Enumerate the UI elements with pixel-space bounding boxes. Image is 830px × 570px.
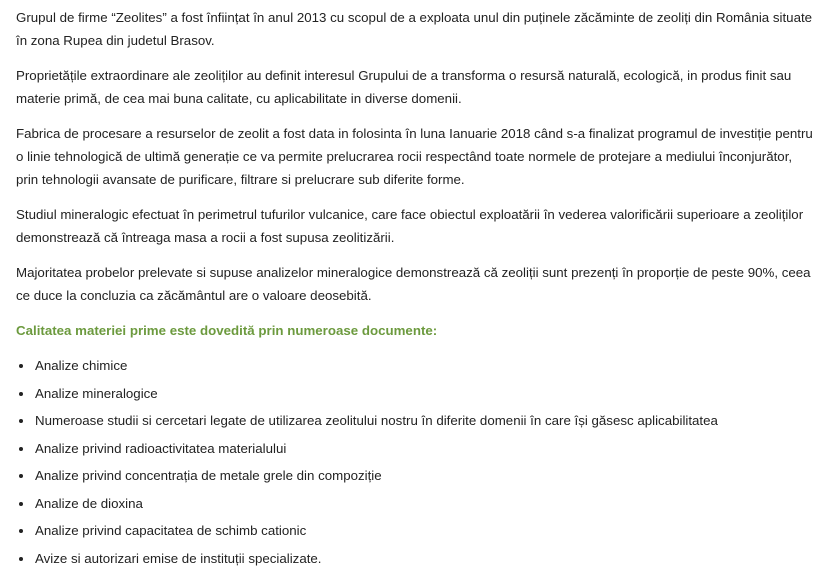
list-item: • Analize privind concentrația de metale grele din compoziție bbox=[34, 464, 814, 487]
factory-paragraph: Fabrica de procesare a resurselor de zeolit a fost data in folosinta în luna Ianuarie 2018 când s-a finalizat programul de investiție pentru o linie tehnologică de ultimă generație ce va permite prelucrarea rocii respectând toate normele de protejare a mediului înconjurător, prin tehnologii avansate de purificare, filtrare si prelucrare sub diferite forme. bbox=[16, 126, 813, 187]
list-item: • Analize mineralogice bbox=[34, 382, 814, 405]
intro-paragraph: Grupul de firme “Zeolites” a fost înființat în anul 2013 cu scopul de a exploata unul din puținele zăcăminte de zeoliți din România situate în zona Rupea din judetul Brasov. bbox=[16, 10, 813, 48]
list-item: • Numeroase studii si cercetari legate de utilizarea zeolitului nostru în diferite domenii în care își găsesc aplicabilitatea bbox=[34, 409, 814, 432]
samples-paragraph: Majoritatea probelor prelevate si supuse analizelor mineralogice demonstrează că zeoliții sunt prezenți în proporție de peste 90%, ceea ce duce la concluzia ca zăcământul are o valoare deosebită. bbox=[16, 265, 811, 303]
list-item: • Analize de dioxina bbox=[34, 492, 814, 515]
properties-paragraph: Proprietățile extraordinare ale zeoliților au definit interesul Grupului de a transforma o resursă naturală, ecologică, in produs finit sau materie primă, de cea mai buna calitate, cu aplicabilitate in diverse domenii. bbox=[16, 68, 792, 106]
list-item: • Analize privind capacitatea de schimb cationic bbox=[34, 519, 814, 542]
list-item: • Analize chimice bbox=[34, 354, 814, 377]
mineralogic-study-paragraph: Studiul mineralogic efectuat în perimetrul tufurilor vulcanice, care face obiectul exploatării în vederea valorificării superioare a zeoliților demonstrează că întreaga masa a rocii a fost supusa zeolitizării. bbox=[16, 207, 804, 245]
list-item: • Analize privind radioactivitatea materialului bbox=[34, 437, 814, 460]
documents-list bbox=[16, 354, 814, 570]
list-item: • Avize si autorizari emise de instituții specializate. bbox=[34, 547, 814, 570]
quality-heading: Calitatea materiei prime este dovedită prin numeroase documente: bbox=[16, 323, 438, 338]
